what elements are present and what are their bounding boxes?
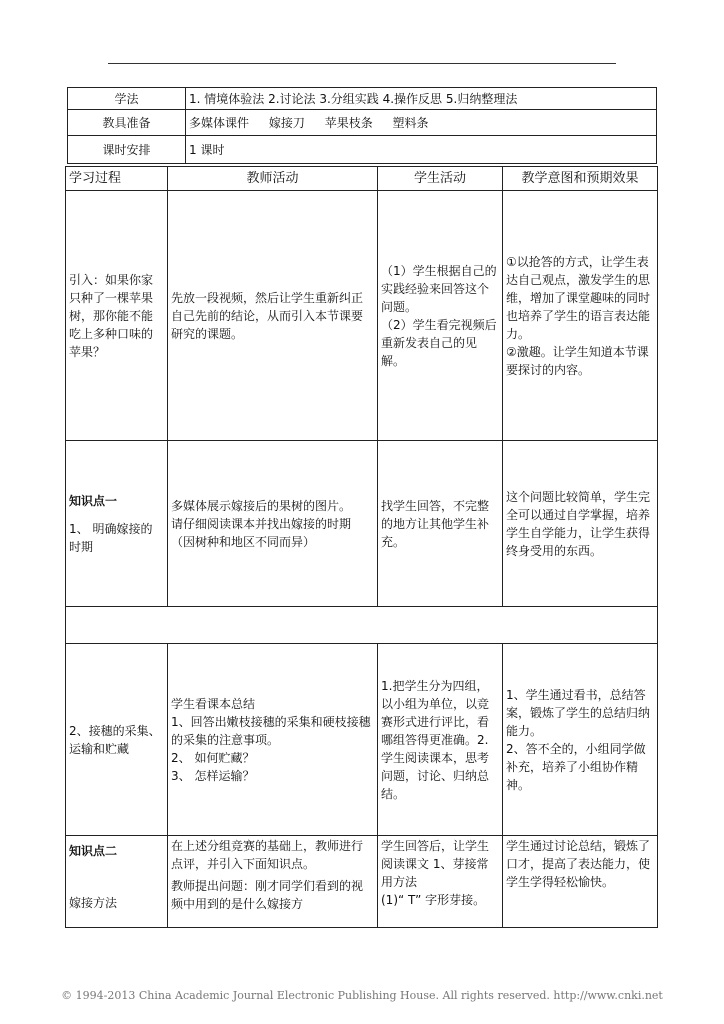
k2-process (66, 836, 168, 928)
col-header-process: 学习过程 (66, 167, 168, 191)
time-value: 1 课时 (186, 136, 657, 164)
tool-item: 苹果枝条 (324, 115, 373, 130)
intro-student (378, 191, 503, 441)
k1b-process: 2、接穗的采集、运输和贮藏 (66, 644, 168, 836)
k1b-intent (503, 644, 658, 836)
intro-student-2: （2）学生看完视频后重新发表自己的见解。 (381, 317, 497, 368)
intro-process: 引入：如果你家只种了一棵苹果树，那你能不能吃上多种口味的苹果？ (66, 191, 168, 441)
k1-title: 知识点一 (69, 493, 118, 508)
intro-intent-2: ②激趣。让学生知道本节课要探讨的内容。 (506, 344, 649, 377)
time-label: 课时安排 (68, 136, 186, 164)
k2-title: 知识点二 (69, 844, 118, 858)
k2-teacher-1: 在上述分组竞赛的基础上，教师进行点评，并引入下面知识点。 (171, 839, 364, 871)
intro-teacher: 先放一段视频，然后让学生重新纠正自己先前的结论，从而引入本节课要研究的课题。 (168, 191, 378, 441)
k1b-student-2: 2.学生阅读课本，思考问题，讨论、归纳总结。 (381, 732, 490, 801)
k2-teacher (168, 836, 378, 928)
k1-teacher-2: 请仔细阅读课本并找出嫁接的时期 (171, 516, 352, 531)
tool-item: 嫁接刀 (268, 115, 305, 130)
copyright-footer: © 1994-2013 China Academic Journal Electronic Publishing House. All rights reserved. http://www.cnki.net (61, 989, 663, 1002)
k1b-student-1: 1.把学生分为四组，以小组为单位，以竞赛形式进行评比，看哪组答得更准确。 (381, 678, 490, 747)
k2-student (378, 836, 503, 928)
lesson-info-table (67, 87, 657, 164)
intro-intent-1: ①以抢答的方式，让学生表达自己观点，激发学生的思维，增加了课堂趣味的同时也培养了学生的语言表达能力。 (506, 254, 651, 341)
k1-intent: 这个问题比较简单，学生完全可以通过自学掌握，培养学生自学能力，让学生获得终身受用的东西。 (503, 441, 658, 607)
tool-item: 多媒体课件 (189, 115, 250, 130)
col-header-intent: 教学意图和预期效果 (503, 167, 658, 191)
col-header-student: 学生活动 (378, 167, 503, 191)
k1b-teacher-3: 2、 如何贮藏？ (171, 750, 255, 765)
tools-value (186, 110, 657, 136)
k2-teacher-2: 教师提出问题：刚才同学们看到的视频中用到的是什么嫁接方 (171, 879, 364, 911)
k1b-teacher (168, 644, 378, 836)
k1-teacher (168, 441, 378, 607)
k1b-teacher-1: 学生看课本总结 (171, 696, 256, 711)
k1b-teacher-2: 1、回答出嫩枝接穗的采集和硬枝接穗的采集的注意事项。 (171, 714, 371, 747)
k1-teacher-3: （因树种和地区不同而异） (171, 534, 316, 549)
tools-label: 教具准备 (68, 110, 186, 136)
intro-student-1: （1）学生根据自己的实践经验来回答这个问题。 (381, 263, 497, 314)
empty-row (66, 607, 658, 644)
intro-intent (503, 191, 658, 441)
k1-process-text: 1、 明确嫁接的时期 (69, 521, 153, 554)
k1b-student (378, 644, 503, 836)
k2-intent: 学生通过讨论总结，锻炼了口才，提高了表达能力，使学生学得轻松愉快。 (503, 836, 658, 928)
k1b-teacher-4: 3、 怎样运输？ (171, 768, 255, 783)
tool-item: 塑料条 (392, 115, 429, 130)
k1-teacher-1: 多媒体展示嫁接后的果树的图片。 (171, 498, 352, 513)
k1b-intent-1: 1、学生通过看书，总结答案，锻炼了学生的总结归纳能力。 (506, 687, 651, 738)
k2-process-text: 嫁接方法 (69, 896, 118, 910)
k1b-intent-2: 2、答不全的，小组同学做补充，培养了小组协作精神。 (506, 741, 646, 792)
k1-process (66, 441, 168, 607)
k2-student-1: 学生回答后，让学生阅读课文 1、芽接常用方法 (381, 839, 490, 889)
col-header-teacher: 教师活动 (168, 167, 378, 191)
header-rule (108, 63, 616, 64)
lesson-process-table (65, 166, 658, 928)
k2-student-2: (1)“ T” 字形芽接。 (381, 893, 486, 907)
method-value: 1. 情境体验法 2.讨论法 3.分组实践 4.操作反思 5.归纳整理法 (186, 88, 657, 110)
method-label: 学法 (68, 88, 186, 110)
k1-student: 找学生回答，不完整的地方让其他学生补充。 (378, 441, 503, 607)
